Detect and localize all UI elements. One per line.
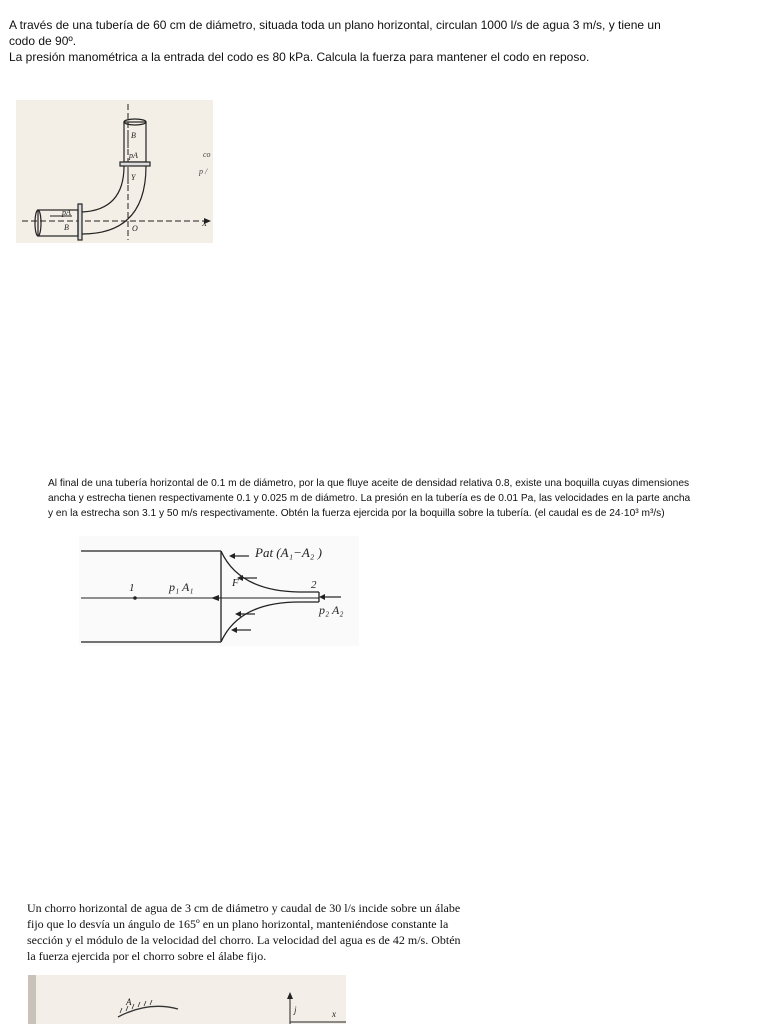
nozzle-figure <box>79 536 359 646</box>
label-b1: B <box>64 223 69 232</box>
problem-1-line: La presión manométrica a la entrada del codo es 80 kPa. Calcula la fuerza para mantener el codo en reposo. <box>9 50 590 64</box>
point-1 <box>133 596 137 600</box>
label-o: O <box>132 224 138 233</box>
label-pa-top: pA <box>129 151 138 160</box>
figure-background <box>28 975 346 1024</box>
label-y: Y <box>131 173 136 182</box>
label-b: B <box>131 131 136 140</box>
label-2: 2 <box>311 579 317 591</box>
elbow-diagram <box>16 100 216 243</box>
label-1: 1 <box>129 582 135 594</box>
problem-3-line: sección y el módulo de la velocidad del chorro. La velocidad del agua es de 42 m/s. Obtén <box>27 933 461 947</box>
elbow-figure <box>16 100 216 243</box>
problem-2-line: y en la estrecha son 3.1 y 50 m/s respectivamente. Obtén la fuerza ejercida por la boquilla sobre la tubería. (el caudal es de 24·10³ m³/s) <box>48 508 665 519</box>
side-text-p: p / <box>199 167 208 176</box>
problem-3-statement <box>27 900 497 964</box>
figure-background <box>16 100 213 243</box>
problem-1-line: A través de una tubería de 60 cm de diámetro, situada toda un plano horizontal, circulan 1000 l/s de agua 3 m/s, y tiene un <box>9 18 661 32</box>
label-j: j <box>294 1005 297 1015</box>
problem-3-line: Un chorro horizontal de agua de 3 cm de diámetro y caudal de 30 l/s incide sobre un álabe <box>27 901 461 915</box>
problem-1-line: codo de 90º. <box>9 34 77 48</box>
problem-1-statement <box>9 17 729 65</box>
problem-2-line: Al final de una tubería horizontal de 0.1 m de diámetro, por la que fluye aceite de densidad relativa 0.8, existe una boquilla cuyas dimensiones <box>48 478 690 489</box>
label-x: x <box>332 1009 336 1019</box>
problem-2-line: ancha y estrecha tienen respectivamente 0.1 y 0.025 m de diámetro. La presión en la tubería es de 0.01 Pa, las velocidades en la parte ancha <box>48 493 691 504</box>
label-a: A <box>126 997 132 1007</box>
problem-2-statement <box>48 476 764 521</box>
label-f: F <box>232 577 239 589</box>
label-p1a1: p₁ A₁ <box>169 580 194 594</box>
vane-diagram <box>28 975 346 1024</box>
label-x: X <box>202 219 207 228</box>
figure-edge-shadow <box>28 975 36 1024</box>
problem-3-line: fijo que lo desvía un ángulo de 165º en un plano horizontal, manteniéndose constante la <box>27 917 449 931</box>
label-patm: Pat (A₁−A₂ ) <box>255 545 322 560</box>
nozzle-diagram <box>79 536 359 646</box>
problem-3-line: la fuerza ejercida por el chorro sobre el álabe fijo. <box>27 949 267 963</box>
label-p2a2: p₂ A₂ <box>319 603 344 617</box>
side-text-co: co <box>203 150 211 159</box>
top-flange <box>120 162 150 166</box>
vane-figure <box>28 975 346 1024</box>
label-pa-left: pA <box>62 208 71 217</box>
